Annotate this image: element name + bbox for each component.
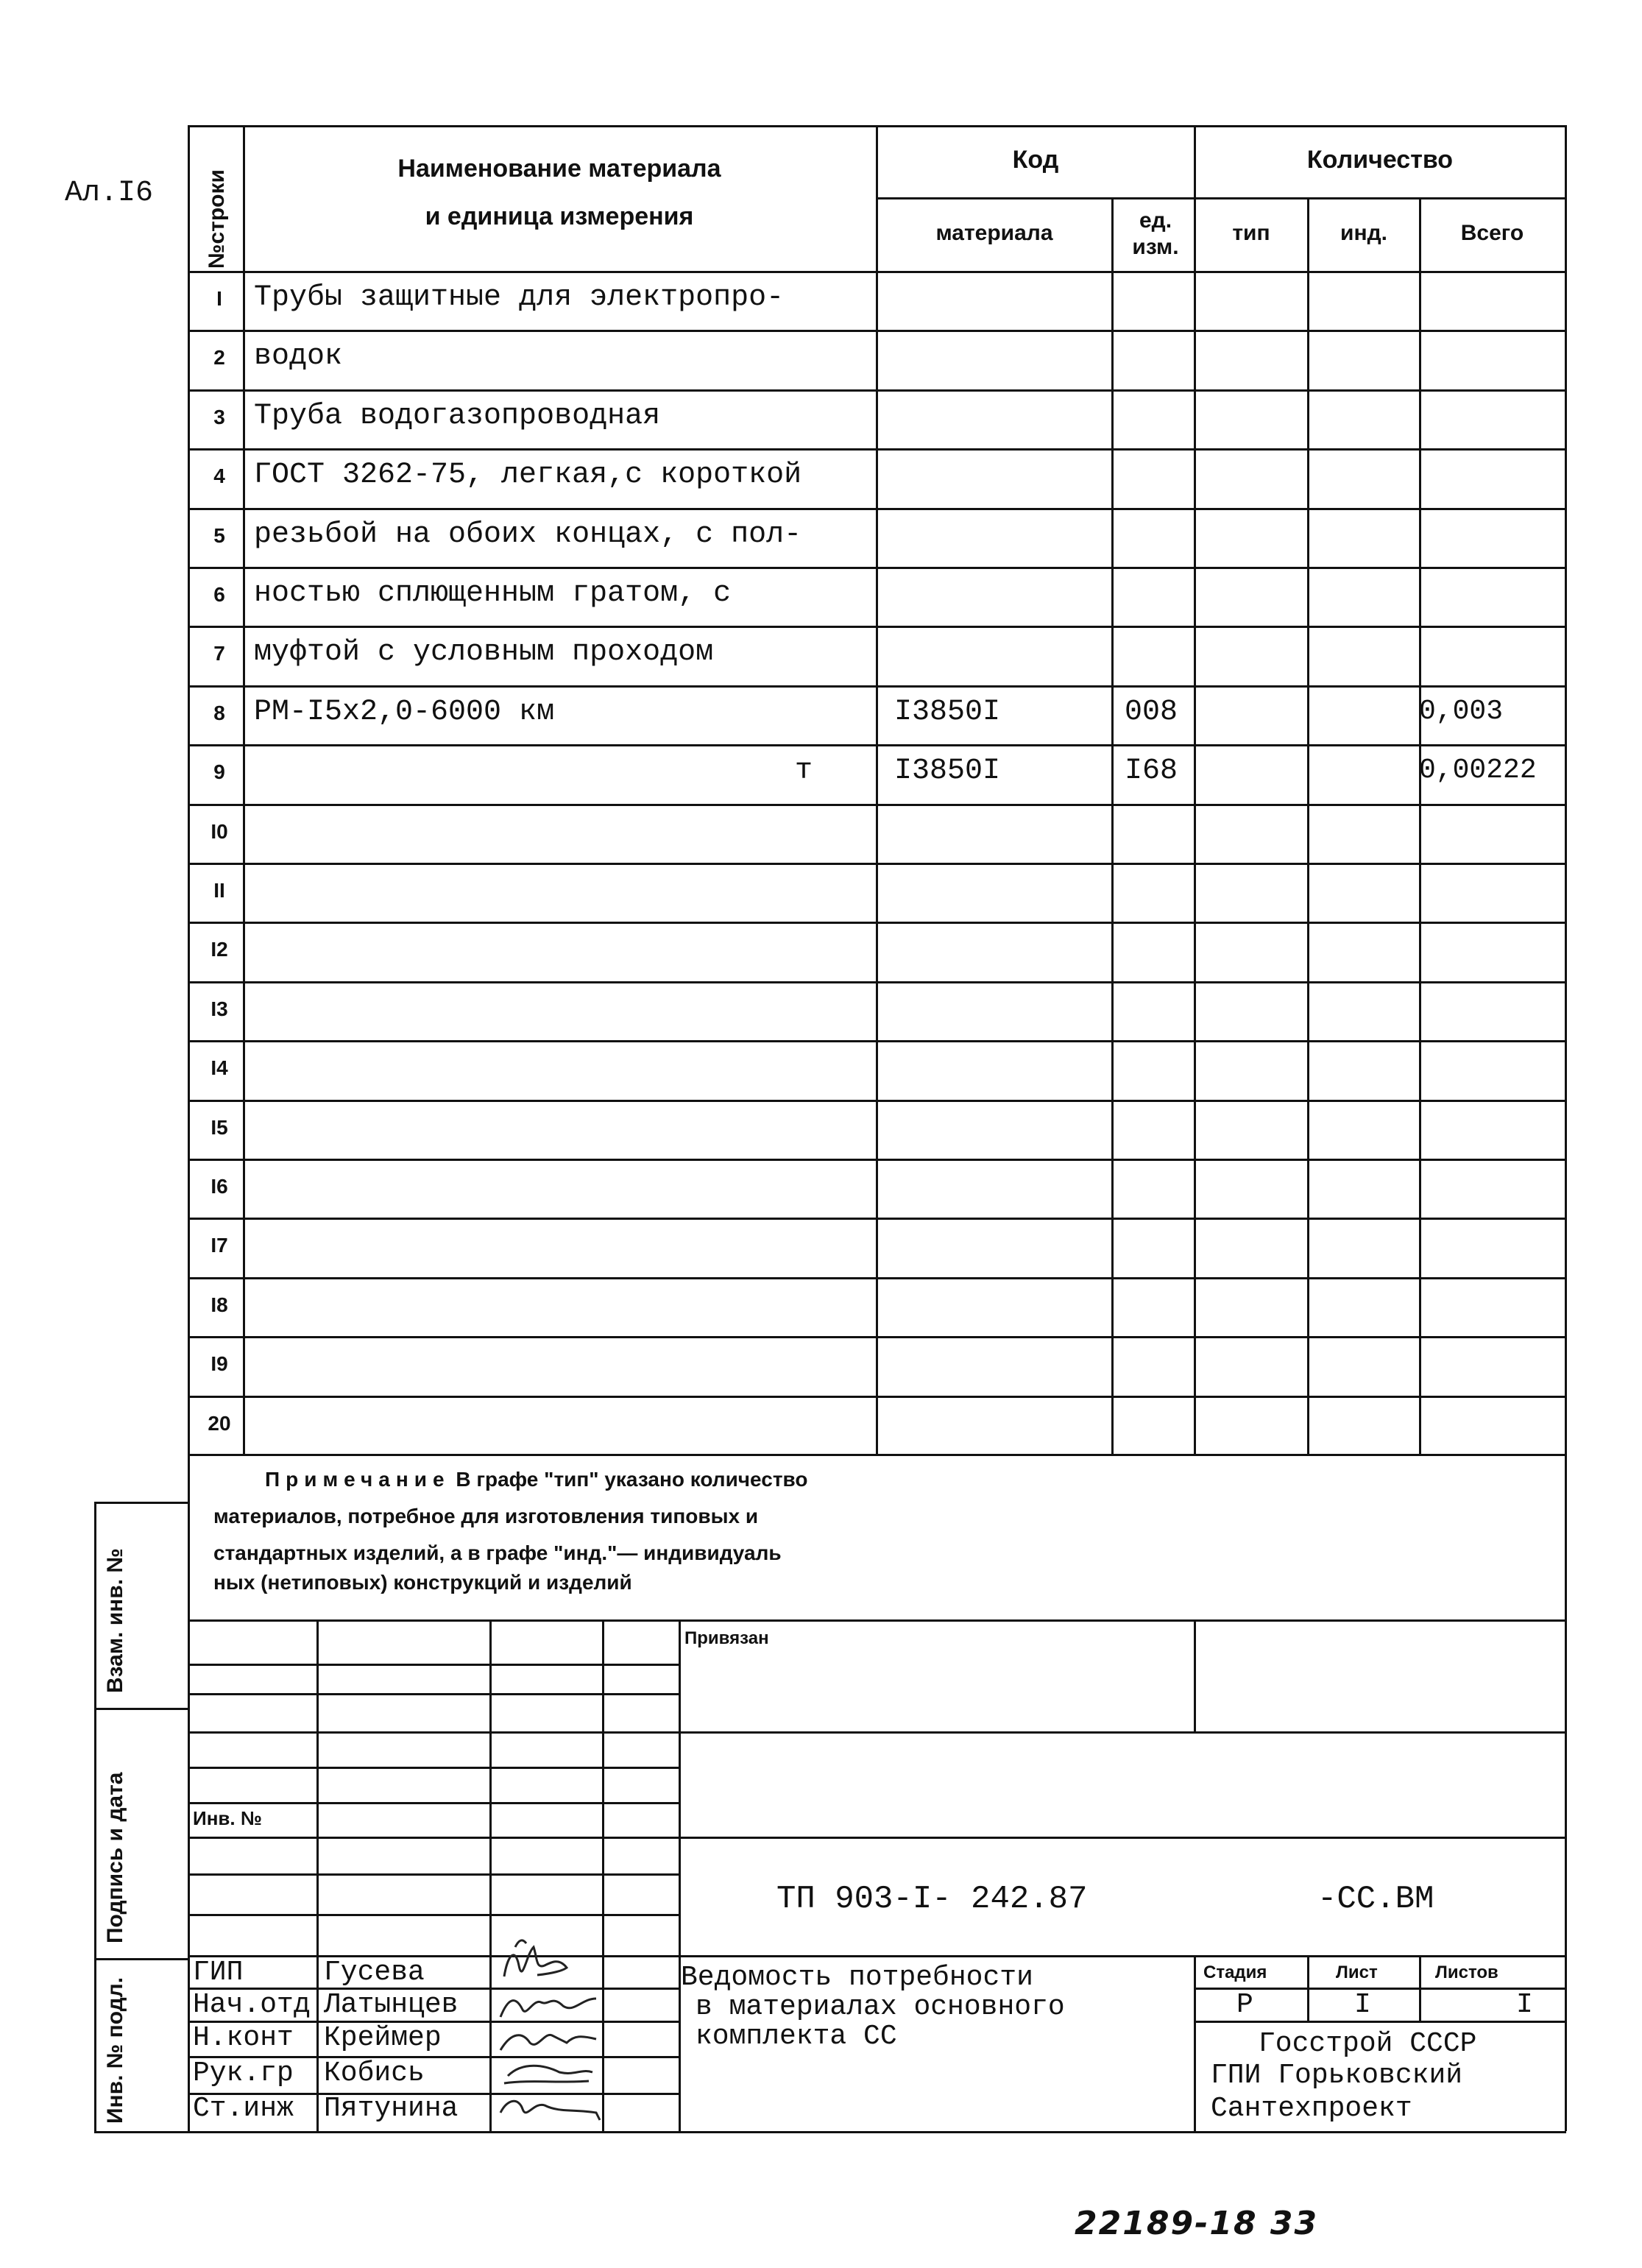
row-number-header: №строки xyxy=(205,169,229,269)
row-number: I4 xyxy=(210,1056,228,1079)
footer-number: 22189-18 33 xyxy=(1075,2205,1319,2242)
side-label-inv-podl: Инв. № подл. xyxy=(103,1976,127,2124)
signature-role: Рук.гр xyxy=(193,2057,294,2089)
material-name-header-line2: и единица измерения xyxy=(425,202,694,230)
designation-suffix: -СС.ВМ xyxy=(1317,1881,1434,1918)
note xyxy=(213,1461,1170,1594)
side-label-podpis: Подпись и дата xyxy=(103,1772,127,1943)
qty-ind-header: инд. xyxy=(1340,221,1387,245)
signature-role: Нач.отд xyxy=(193,1989,311,2021)
material-name: РМ-I5х2,0-6000 км xyxy=(254,696,555,729)
material-name: т xyxy=(795,755,813,788)
note-text-1: В графе "тип" указано количество xyxy=(450,1468,808,1491)
code-unit-header: ед. изм. xyxy=(1132,208,1179,259)
sheets-value: I xyxy=(1516,1989,1533,2021)
signature-name: Гусева xyxy=(324,1957,425,1988)
row-number: 20 xyxy=(208,1412,231,1435)
material-name: водок xyxy=(254,340,343,373)
material-name: ГОСТ 3262-75, легкая,с короткой xyxy=(254,459,802,492)
note-text-3: стандартных изделий, а в графе "инд."— индивидуаль xyxy=(213,1541,782,1564)
signature-name: Пятунина xyxy=(324,2093,459,2124)
row-number: 9 xyxy=(213,760,225,783)
row-number: 6 xyxy=(213,583,225,606)
side-label-vzam: Взам. инв. № xyxy=(103,1548,127,1693)
document-title-line3: комплекта СС xyxy=(696,2021,897,2052)
material-name: Труба водогазопроводная xyxy=(254,400,661,433)
qty-type-header: тип xyxy=(1232,221,1270,245)
quantity-header: Количество xyxy=(1306,146,1454,174)
code-header: Код xyxy=(1012,146,1059,174)
signature-name: Латынцев xyxy=(324,1989,459,2021)
material-code: I3850I xyxy=(894,755,1001,788)
stage-value: Р xyxy=(1236,1989,1253,2021)
org-line3: Сантехпроект xyxy=(1211,2093,1412,2124)
unit-code: 008 xyxy=(1125,696,1178,729)
code-material-header: материала xyxy=(935,221,1053,245)
row-number: I0 xyxy=(210,820,228,843)
sheet-label-header: Лист xyxy=(1336,1963,1378,1982)
material-name: ностью сплющенным гратом, с xyxy=(254,577,732,610)
material-name: Трубы защитные для электропро- xyxy=(254,281,785,314)
material-name: резьбой на обоих концах, с пол- xyxy=(254,518,802,551)
signature-name: Креймер xyxy=(324,2022,442,2054)
designation: ТП 903-I- 242.87 xyxy=(776,1881,1088,1918)
row-number: 7 xyxy=(213,642,225,665)
privyazan-label: Привязан xyxy=(684,1628,769,1648)
note-text-4: ных (нетиповых) конструкций и изделий xyxy=(213,1571,632,1594)
quantity-total: 0,003 xyxy=(1419,696,1504,727)
row-number: I6 xyxy=(210,1175,228,1198)
inv-no-label: Инв. № xyxy=(193,1807,262,1829)
signature-role: Ст.инж xyxy=(193,2093,294,2124)
row-number: I7 xyxy=(210,1234,228,1257)
signature-role: ГИП xyxy=(193,1957,244,1988)
row-number: I9 xyxy=(210,1352,228,1375)
row-number: I xyxy=(216,287,222,310)
row-number: 4 xyxy=(213,464,225,487)
qty-total-header: Всего xyxy=(1460,221,1524,245)
row-number: 2 xyxy=(213,346,225,369)
material-name: муфтой с условным проходом xyxy=(254,636,714,669)
quantity-total: 0,00222 xyxy=(1419,755,1537,786)
row-number: I3 xyxy=(210,997,228,1020)
row-number: 8 xyxy=(213,702,225,724)
sheets-label: Листов xyxy=(1435,1963,1498,1982)
unit-code: I68 xyxy=(1125,755,1178,788)
material-code: I3850I xyxy=(894,696,1001,729)
row-number: 3 xyxy=(213,406,225,428)
note-text-2: материалов, потребное для изготовления типовых и xyxy=(213,1505,759,1527)
org-line2: ГПИ Горьковский xyxy=(1211,2060,1463,2091)
material-name-header: Наименование материала xyxy=(397,155,721,183)
sheet-value: I xyxy=(1354,1989,1371,2021)
sheet-label: Ал.I6 xyxy=(65,177,154,210)
org-line1: Госстрой СССР xyxy=(1259,2028,1477,2060)
note-title: Примечание xyxy=(265,1468,450,1491)
row-number: 5 xyxy=(213,524,225,547)
signature-role: Н.конт xyxy=(193,2022,294,2054)
signatures xyxy=(493,1925,604,2138)
signature-name: Кобись xyxy=(324,2057,425,2089)
document-title-line2: в материалах основного xyxy=(696,1991,1065,2023)
row-number: I8 xyxy=(210,1293,228,1316)
row-number: I5 xyxy=(210,1116,228,1139)
row-number: I2 xyxy=(210,938,228,961)
stage-label: Стадия xyxy=(1203,1963,1267,1982)
document-title-line1: Ведомость потребности xyxy=(681,1962,1033,1993)
row-number: II xyxy=(213,879,225,902)
